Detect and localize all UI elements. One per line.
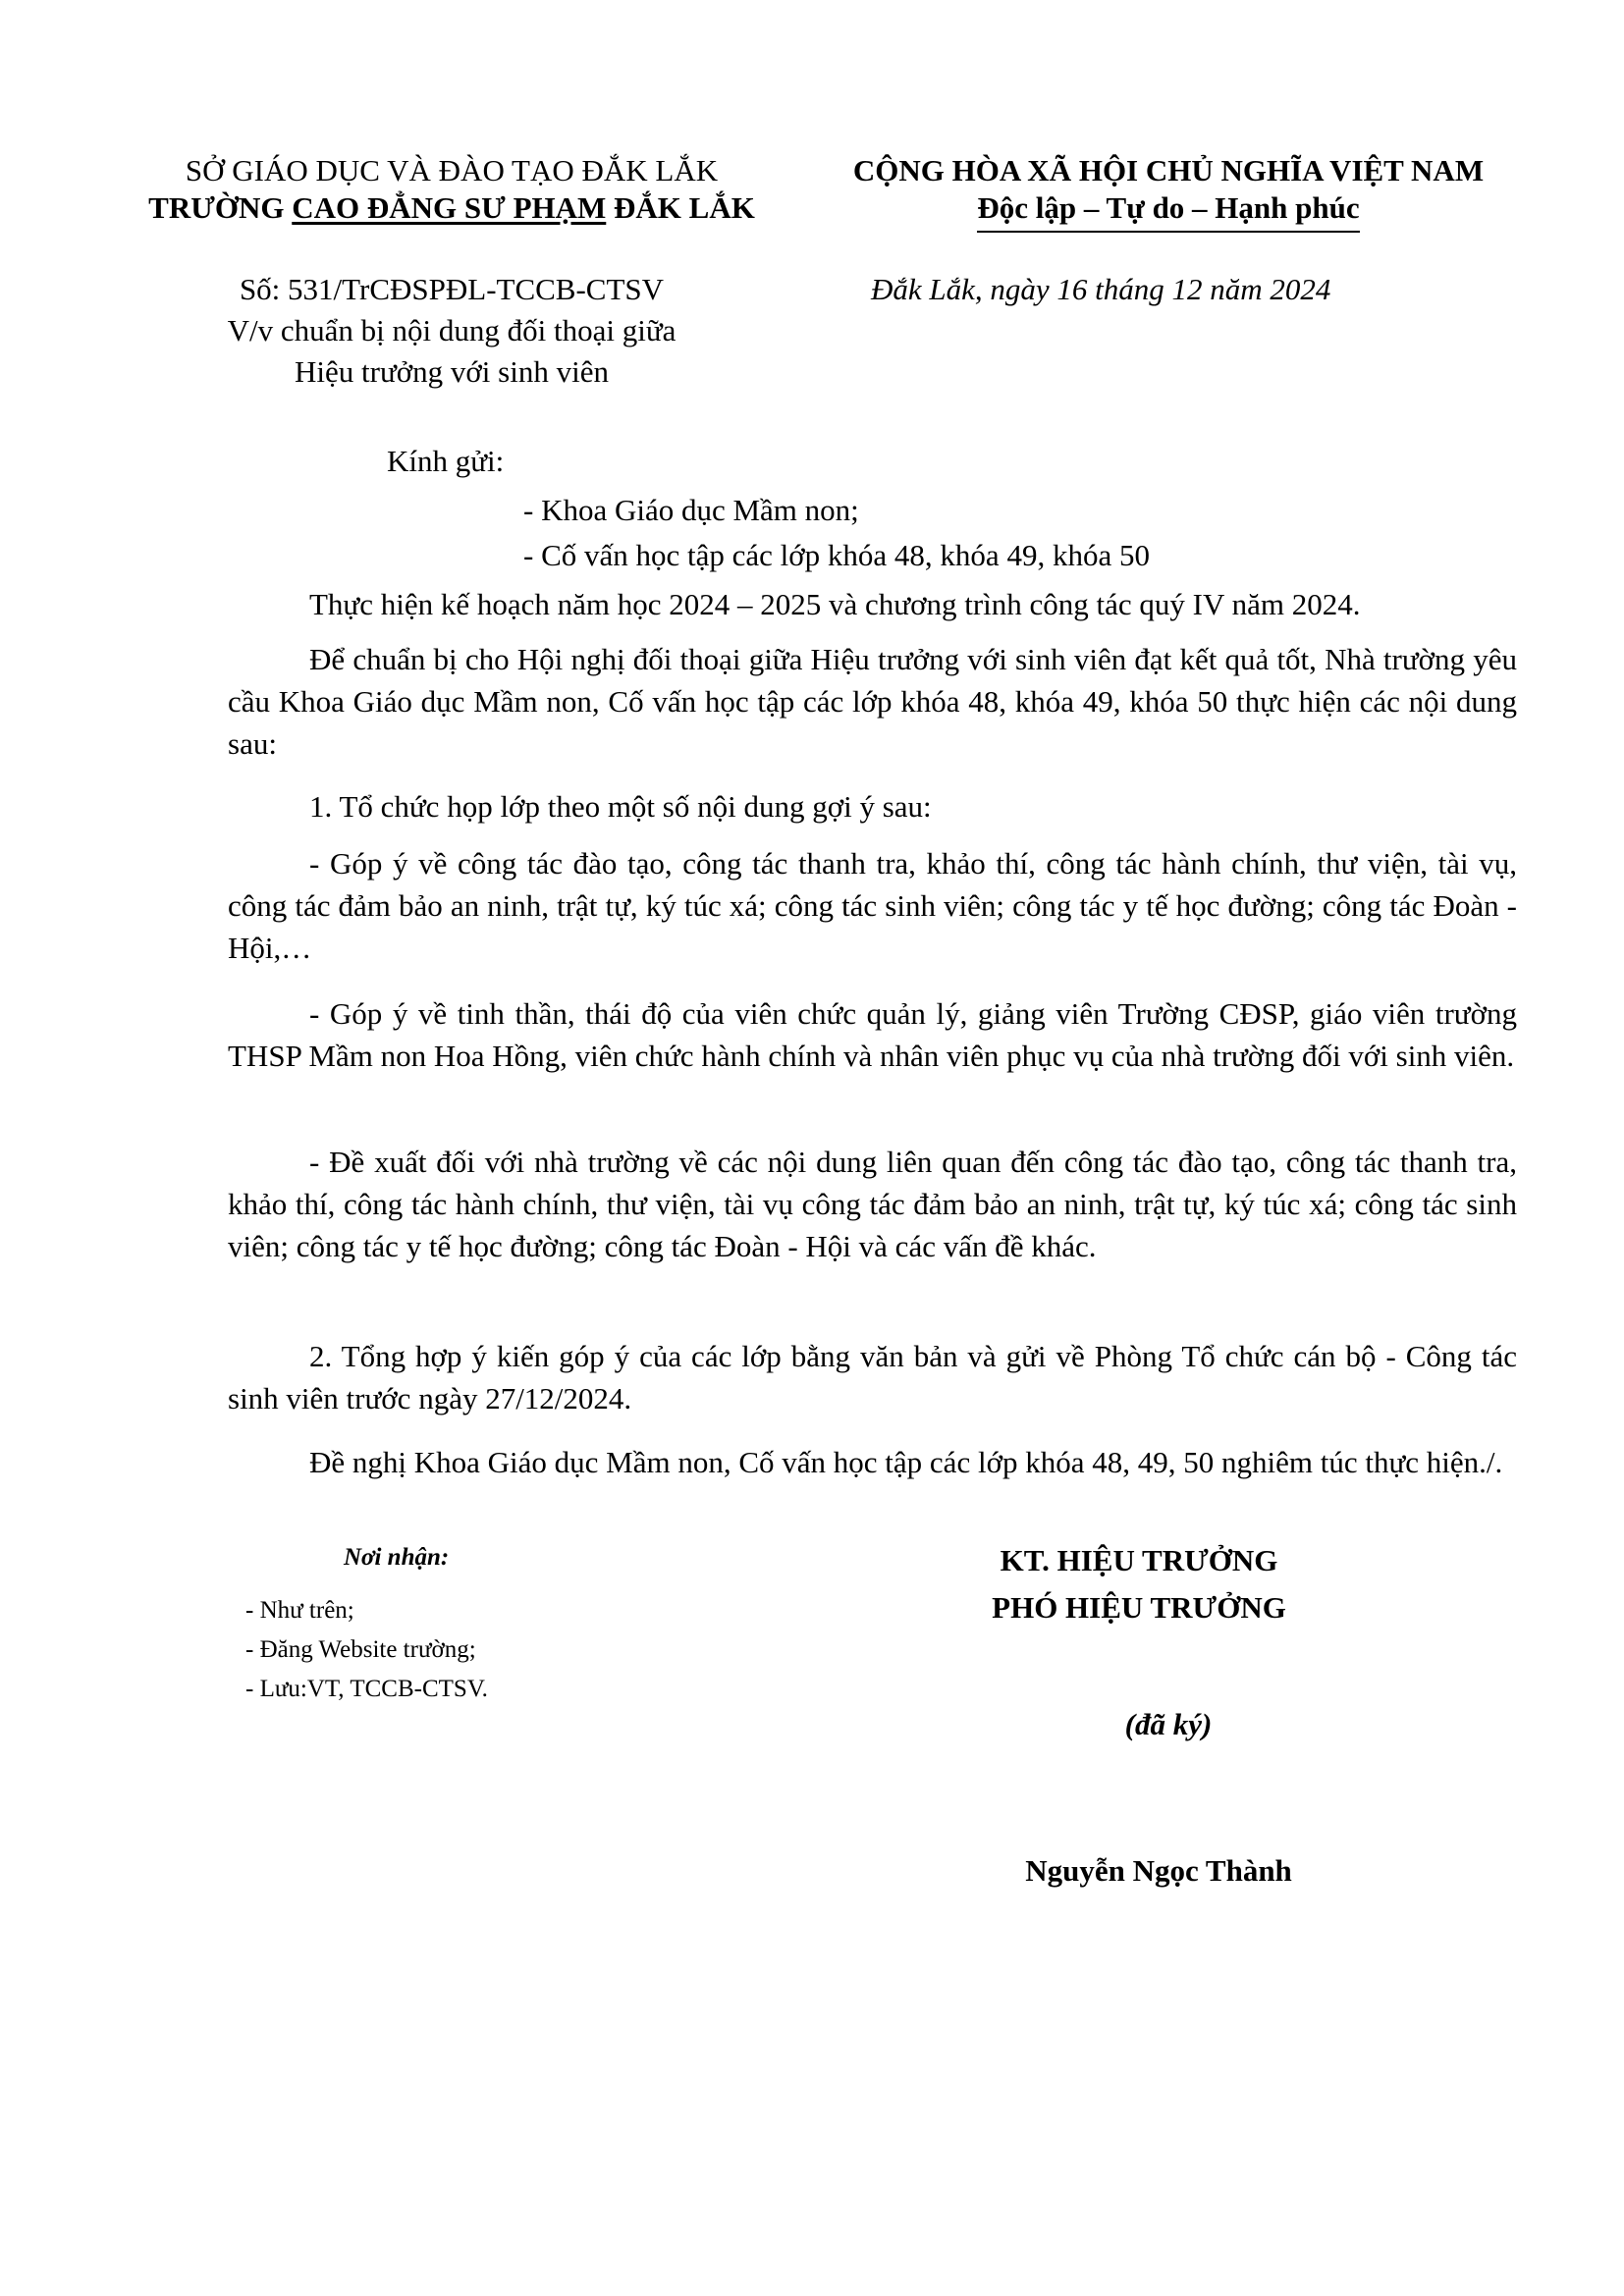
school-name-underlined: CAO ĐẲNG SƯ PHẠM <box>292 190 607 225</box>
motto: Độc lập – Tự do – Hạnh phúc <box>815 189 1522 233</box>
paragraph: - Đề xuất đối với nhà trường về các nội dung liên quan đến công tác đào tạo, công tác thanh tra, khảo thí, công tác hành chính, thư viện, tài vụ công tác đảm bảo an ninh, trật tự, ký túc xá; công tác sinh viên; công tác y tế học đường; công tác Đoàn - Hội và các vấn đề khác. <box>228 1145 1517 1263</box>
recipient-item: - Khoa Giáo dục Mầm non; <box>523 493 859 527</box>
recipients-label: Kính gửi: <box>387 444 505 478</box>
doc-number: Số: 531/TrCĐSPĐL-TCCB-CTSV <box>239 272 665 306</box>
paragraph: Để chuẩn bị cho Hội nghị đối thoại giữa Hiệu trưởng với sinh viên đạt kết quả tốt, Nhà trường yêu cầu Khoa Giáo dục Mầm non, Cố vấn học tập các lớp khóa 48, khóa 49, khóa 50 thực hiện các nội dung sau: <box>228 642 1517 761</box>
receiver-item: - Như trên; <box>245 1597 354 1624</box>
signer-name: Nguyễn Ngọc Thành <box>1025 1853 1292 1888</box>
paragraph: - Góp ý về công tác đào tạo, công tác thanh tra, khảo thí, công tác hành chính, thư viện, tài vụ, công tác đảm bảo an ninh, trật tự, ký túc xá; công tác sinh viên; công tác y tế học đường; công tác Đoàn - Hội,… <box>228 846 1517 965</box>
receiver-item: - Lưu:VT, TCCB-CTSV. <box>245 1676 488 1702</box>
signature-title-2: PHÓ HIỆU TRƯỞNG <box>992 1590 1286 1625</box>
country-name: CỘNG HÒA XÃ HỘI CHỦ NGHĨA VIỆT NAM <box>852 153 1485 187</box>
signed-note: (đã ký) <box>1124 1707 1213 1741</box>
parent-agency: SỞ GIÁO DỤC VÀ ĐÀO TẠO ĐẮK LẮK <box>185 153 719 187</box>
school-name: TRƯỜNG CAO ĐẲNG SƯ PHẠM ĐẮK LẮK <box>148 190 755 225</box>
recipient-item: - Cố vấn học tập các lớp khóa 48, khóa 49, khóa 50 <box>523 538 1150 572</box>
receivers-label: Nơi nhận: <box>344 1544 450 1571</box>
paragraph: Thực hiện kế hoạch năm học 2024 – 2025 và chương trình công tác quý IV năm 2024. <box>309 587 1361 621</box>
paragraph: Đề nghị Khoa Giáo dục Mầm non, Cố vấn học tập các lớp khóa 48, 49, 50 nghiêm túc thực hiện./. <box>309 1445 1503 1479</box>
doc-subject-line2: Hiệu trưởng với sinh viên <box>295 354 609 389</box>
national-header <box>815 152 1522 233</box>
signature-title-1: KT. HIỆU TRƯỞNG <box>1000 1543 1278 1577</box>
paragraph: 2. Tổng hợp ý kiến góp ý của các lớp bằng văn bản và gửi về Phòng Tổ chức cán bộ - Công tác sinh viên trước ngày 27/12/2024. <box>228 1339 1517 1415</box>
paragraph: - Góp ý về tinh thần, thái độ của viên chức quản lý, giảng viên Trường CĐSP, giáo viên trường THSP Mầm non Hoa Hồng, viên chức hành chính và nhân viên phục vụ của nhà trường đối với sinh viên. <box>228 996 1517 1073</box>
paragraph: 1. Tổ chức họp lớp theo một số nội dung gợi ý sau: <box>309 789 932 824</box>
doc-date: Đắk Lắk, ngày 16 tháng 12 năm 2024 <box>871 272 1331 306</box>
doc-subject-line1: V/v chuẩn bị nội dung đối thoại giữa <box>227 313 677 347</box>
receiver-item: - Đăng Website trường; <box>245 1636 476 1663</box>
doc-reference <box>147 270 756 392</box>
agency-header <box>98 152 805 227</box>
